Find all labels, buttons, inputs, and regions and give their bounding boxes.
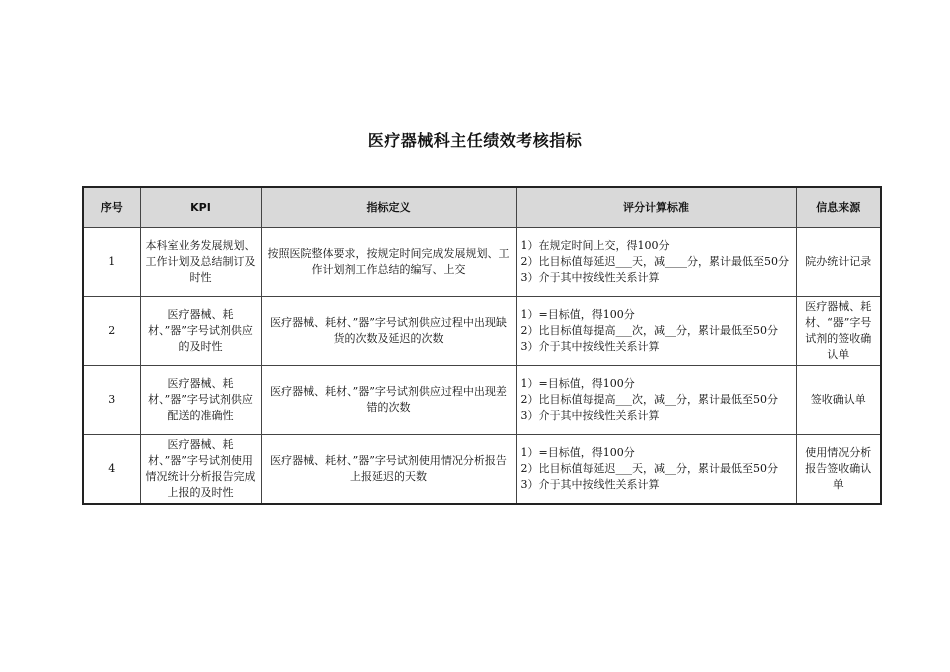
criteria-line: 2）比目标值每提高___次，减__分，累计最低至50分 [520, 393, 778, 406]
criteria-line: 1）在规定时间上交，得100分 [520, 239, 670, 252]
criteria-line: 2）比目标值每延迟___天，减____分，累计最低至50分 [520, 255, 789, 268]
header-definition: 指标定义 [261, 187, 516, 228]
cell-kpi: 医疗器械、耗材、”器”字号试剂使用情况统计分析报告完成上报的及时性 [140, 435, 261, 505]
cell-criteria [516, 297, 796, 366]
cell-definition: 医疗器械、耗材、”器”字号试剂供应过程中出现缺货的次数及延迟的次数 [261, 297, 516, 366]
criteria-line: 1）=目标值，得100分 [520, 446, 635, 459]
cell-definition: 按照医院整体要求，按规定时间完成发展规划、工作计划剂工作总结的编写、上交 [261, 228, 516, 297]
table-header-row [83, 187, 881, 228]
cell-criteria [516, 435, 796, 505]
cell-source: 使用情况分析报告签收确认单 [796, 435, 881, 505]
cell-source: 院办统计记录 [796, 228, 881, 297]
table-row [83, 435, 881, 505]
header-source: 信息来源 [796, 187, 881, 228]
cell-no: 4 [83, 435, 140, 505]
cell-source: 签收确认单 [796, 366, 881, 435]
cell-kpi: 本科室业务发展规划、工作计划及总结制订及时性 [140, 228, 261, 297]
table-row [83, 366, 881, 435]
criteria-line: 3）介于其中按线性关系计算 [520, 340, 660, 353]
table-row [83, 228, 881, 297]
table-row [83, 297, 881, 366]
header-kpi: KPI [140, 187, 261, 228]
header-criteria: 评分计算标准 [516, 187, 796, 228]
page-title: 医疗器械科主任绩效考核指标 [367, 131, 583, 150]
cell-source: 医疗器械、耗材、“器”字号试剂的签收确认单 [796, 297, 881, 366]
cell-definition: 医疗器械、耗材、”器”字号试剂供应过程中出现差错的次数 [261, 366, 516, 435]
cell-criteria [516, 366, 796, 435]
criteria-line: 3）介于其中按线性关系计算 [520, 271, 660, 284]
criteria-line: 3）介于其中按线性关系计算 [520, 409, 660, 422]
cell-definition: 医疗器械、耗材、”器”字号试剂使用情况分析报告上报延迟的天数 [261, 435, 516, 505]
cell-kpi: 医疗器械、耗材、”器”字号试剂供应配送的准确性 [140, 366, 261, 435]
kpi-table [82, 186, 882, 505]
header-no: 序号 [83, 187, 140, 228]
cell-criteria [516, 228, 796, 297]
criteria-line: 2）比目标值每提高___次，减__分，累计最低至50分 [520, 324, 778, 337]
cell-kpi: 医疗器械、耗材、”器”字号试剂供应的及时性 [140, 297, 261, 366]
criteria-line: 2）比目标值每延迟___天，减__分，累计最低至50分 [520, 462, 778, 475]
criteria-line: 1）=目标值，得100分 [520, 377, 635, 390]
cell-no: 3 [83, 366, 140, 435]
cell-no: 2 [83, 297, 140, 366]
cell-no: 1 [83, 228, 140, 297]
criteria-line: 3）介于其中按线性关系计算 [520, 478, 660, 491]
criteria-line: 1）=目标值，得100分 [520, 308, 635, 321]
